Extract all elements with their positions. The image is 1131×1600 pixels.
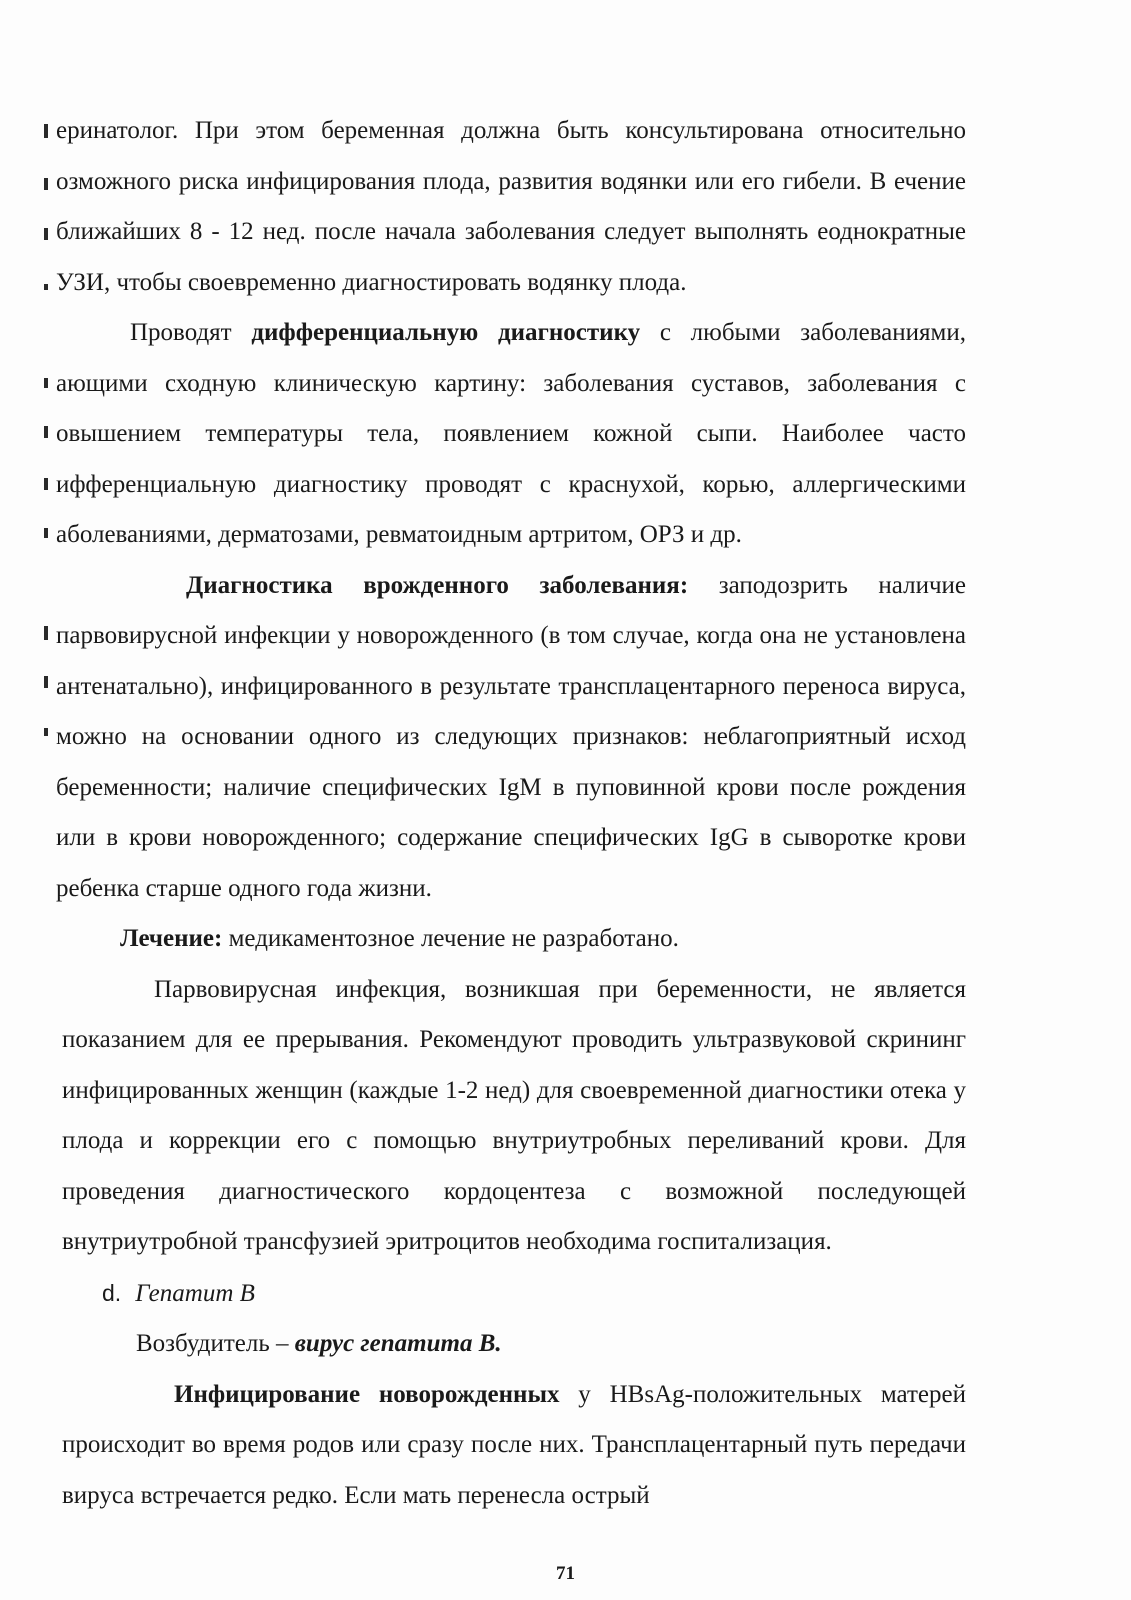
section-heading-hepatitis-b <box>62 1268 966 1320</box>
paragraph-lead: Проводят <box>130 319 252 346</box>
paragraph-rest: у HBsAg-положительных матерей происходит во время родов или сразу после них. Трансплацентарный путь передачи вируса встречается редко. Если мать перенесла острый <box>62 1380 967 1509</box>
paragraph-rest: заподозрить наличие парвовирусной инфекции у новорожденного (в том случае, когда она не установлена антенатально), инфицированного в результате трансплацентарного переноса вируса, можно на основании одного из следующих признаков: неблагоприятный исход беременности; наличие специфических IgM в пуповинной крови после рождения или в крови новорожденного; содержание специфических IgG в сыворотке крови ребенка старше одного года жизни. <box>56 571 967 902</box>
paragraph-newborn-infection <box>62 1370 966 1522</box>
scan-mark <box>44 178 48 190</box>
scan-mark <box>44 528 48 538</box>
scan-mark <box>44 284 48 290</box>
scan-mark <box>44 228 48 240</box>
section-marker: d. <box>102 1279 122 1306</box>
pathogen-value: вирус гепатита В. <box>294 1330 502 1357</box>
paragraph-rest: с любыми заболеваниями, ающими сходную клиническую картину: заболевания суставов, заболевания с овышением температуры тела, появлением кожной сыпи. Наиболее часто ифференциальную диагностику проводят с краснухой, корью, аллергическими аболеваниями, дерматозами, ревматоидным артритом, ОРЗ и др. <box>56 319 966 548</box>
second-block <box>56 965 966 1522</box>
pathogen-lead: Возбудитель – <box>136 1330 295 1357</box>
scan-mark <box>44 124 48 138</box>
bold-term-differential-diagnosis: дифференциальную диагностику <box>251 319 641 346</box>
scan-mark <box>44 426 48 438</box>
section-title: Гепатит В <box>135 1279 255 1307</box>
scan-mark <box>44 478 48 490</box>
paragraph-differential-diagnosis <box>56 308 966 561</box>
paragraph-perinatologist: еринатолог. При этом беременная должна быть консультирована относительно озможного риска инфицирования плода, развития водянки или его гибели. В ечение ближайших 8 - 12 нед. после начала заболевания следует выполнять еоднократные УЗИ, чтобы своевременно диагностировать водянку плода. <box>56 117 966 296</box>
scan-mark <box>44 378 48 388</box>
paragraph-pathogen <box>62 1319 966 1370</box>
paragraph-congenital-diagnosis <box>56 561 966 915</box>
paragraph-rest: медикаментозное лечение не разработано. <box>222 925 679 952</box>
scan-mark <box>44 626 48 640</box>
bold-term-congenital-diagnosis: Диагностика врожденного заболевания: <box>186 571 689 599</box>
paragraph-treatment <box>56 914 966 965</box>
document-body <box>56 106 966 1521</box>
scan-mark <box>44 676 48 688</box>
paragraph-parvovirus-pregnancy: Парвовирусная инфекция, возникшая при беременности, не является показанием для ее прерывания. Рекомендуют проводить ультразвуковой скрининг инфицированных женщин (каждые 1-2 нед) для своевременной диагностики отека у плода и коррекции его с помощью внутриутробных переливаний крови. Для проведения диагностического кордоцентеза с возможной последующей внутриутробной трансфузией эритроцитов необходима госпитализация. <box>62 975 966 1255</box>
scan-mark <box>44 728 48 736</box>
bold-term-treatment: Лечение: <box>120 925 223 952</box>
bold-term-newborn-infection: Инфицирование новорожденных <box>174 1380 560 1408</box>
page-number: 71 <box>556 1563 575 1584</box>
